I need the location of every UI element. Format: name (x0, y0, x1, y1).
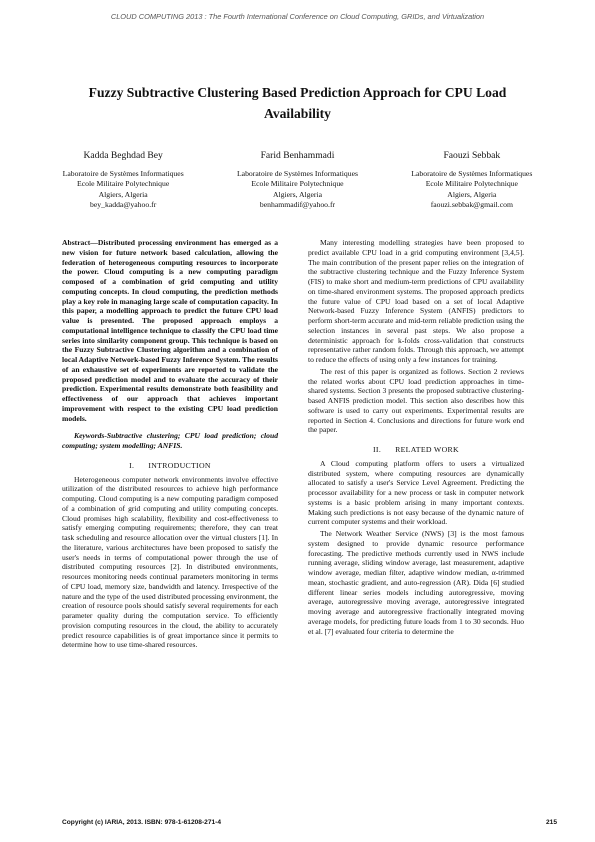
author-2 (210, 151, 384, 211)
intro-paragraph-1: Heterogeneous computer network environments involve effective utilization of the distributed resources to achieve high performance computing. Cloud computing is a new computing paradigm composed of a combination of grid computing and utility computing concepts. Cloud promises high scalability, flexibility and cost-effectiveness to satisfy emerging computing requirements; therefore, they can treat task scheduling and resource allocation over the virtual clusters [1]. In the literature, various architectures have been proposed to satisfy the user's needs in terms of computational power through the use of distributed computing resources [2]. In distributed environments, resources monitoring needs continual parameters monitoring in terms of CPU load, memory size, bandwidth and latency. Irrespective of the nature and the type of the used distributed processing environment, the creation of resource pools should satisfy several requirements for each parameter quality during the computation service. To efficiently provision computing resources in the cloud, the ability to accurately predict resource capabilities is of great importance since it permits to determine how to use time-shared resources. (62, 474, 278, 650)
section-heading-introduction (62, 461, 278, 471)
author-email: bey_kadda@yahoo.fr (90, 200, 157, 210)
author-email: faouzi.sebbak@gmail.com (430, 200, 513, 210)
keywords: Keywords-Subtractive clustering; CPU load prediction; cloud computing; system modelling; ANFIS. (62, 431, 278, 450)
related-paragraph-1: A Cloud computing platform offers to users a virtualized distributed system, where computing resources are dynamically allocated to satisfy a user's Service Level Agreement. Predicting the processor availability for a new process or task in computer network systems is a basic problem arising in many important contexts. Making such predictions is not easy because of the dynamic nature of current computer systems and their workload. (308, 458, 524, 527)
author-lab: Laboratoire de Systèmes Informatiques (236, 168, 359, 178)
author-email: benhammadif@yahoo.fr (259, 200, 336, 210)
author-lab: Laboratoire de Systèmes Informatiques (62, 168, 184, 178)
abstract: Abstract—Distributed processing environment has emerged as a new vision for future network based calculation, allowing the federation of heterogeneous computing resources to incorporate the power. Cloud computing is a new computing paradigm composed of a combination of grid computing and utility computing concepts. In cloud computing, the prediction methods play a key role in managing large scale of computation capacity. In this paper, a modelling approach to predict the future CPU load value is presented. The proposed approach employs a computational intelligence technique to classify the CPU load time series into similarity component group. This technique is based on the Fuzzy Subtractive Clustering algorithm and a combination of local Adaptive Network-based Fuzzy Inference System. The results of an exhaustive set of experiments are reported to validate the proposed prediction model and to evaluate the accuracy of their prediction. Experimental results demonstrate both feasibility and effectiveness of our approach that achieves important improvement with respect to the existing CPU load prediction models. (62, 238, 278, 423)
author-name: Faouzi Sebbak (443, 150, 501, 161)
author-name: Farid Benhammadi (260, 150, 335, 161)
author-school: Ecole Militaire Polytechnique (77, 179, 170, 189)
section-title: RELATED WORK (395, 445, 459, 454)
intro-paragraph-2: Many interesting modelling strategies have been proposed to predict available CPU load in a grid computing environment [3,4,5]. The main contribution of the present paper relies on the integration of the subtractive clustering technique and the Fuzzy Inference System (FIS) to make short and medium-term predictions of CPU availability on time-shared environment systems. The proposed approach predicts the future value of CPU load based on a set of local Adaptive Network-based Fuzzy Inference System (ANFIS) predictors to perform short-term accurate and mid-term reliable prediction using the selection instances in several past steps. We also propose a deterministic approach for k-folds cross-validation that constructs representative rather random folds. Through this approach, we attempt to reduce the effects of using only a few instances for training. (308, 238, 524, 364)
author-city: Algiers, Algeria (272, 189, 323, 199)
related-paragraph-2: The Network Weather Service (NWS) [3] is the most famous system designed to provide dynamic resource performance forecasting. The predictive methods currently used in NWS include running average, sliding window average, last measurement, adaptive window average, median filter, adaptive window median, α-trimmed mean, stochastic gradient, and auto-regression (AR). Dida [6] studied different linear series models including autoregressive, moving average, autoregressive moving average, autoregressive integrated moving average and autoregressive fractionally integrated moving average models, for predicting future loads from 1 to 30 seconds. Huo et al. [7] evaluated four criteria to determine the (308, 529, 524, 636)
author-3 (385, 151, 559, 211)
section-number: II. (373, 445, 382, 454)
page-number: 215 (545, 819, 557, 826)
author-1 (36, 151, 210, 211)
author-school: Ecole Militaire Polytechnique (425, 179, 518, 189)
section-heading-related-work (308, 445, 524, 455)
section-number: I. (129, 460, 135, 470)
author-name: Kadda Beghdad Bey (83, 150, 163, 161)
right-column (308, 238, 524, 638)
intro-paragraph-3: The rest of this paper is organized as follows. Section 2 reviews the related works about CPU load prediction approaches in time-shared systems. Section 3 presents the proposed subtractive clustering-based ANFIS prediction model. This section also describes how this software is used to carry out experiments. Experimental results are reported in Section 4. Conclusions and directions for future work end the paper. (308, 366, 524, 435)
paper-title: Fuzzy Subtractive Clustering Based Prediction Approach for CPU Load Availability (88, 85, 507, 121)
author-block (36, 151, 559, 211)
author-city: Algiers, Algeria (98, 189, 148, 199)
footer-copyright: Copyright (c) IARIA, 2013. ISBN: 978-1-61208-271-4 (62, 819, 222, 826)
left-column (62, 238, 278, 652)
running-header: CLOUD COMPUTING 2013 : The Fourth International Conference on Cloud Computing, GRIDs, and Virtualization (110, 12, 485, 21)
author-lab: Laboratoire de Systèmes Informatiques (411, 168, 533, 178)
section-title: INTRODUCTION (148, 460, 211, 470)
author-city: Algiers, Algeria (447, 189, 497, 199)
author-school: Ecole Militaire Polytechnique (251, 179, 344, 189)
